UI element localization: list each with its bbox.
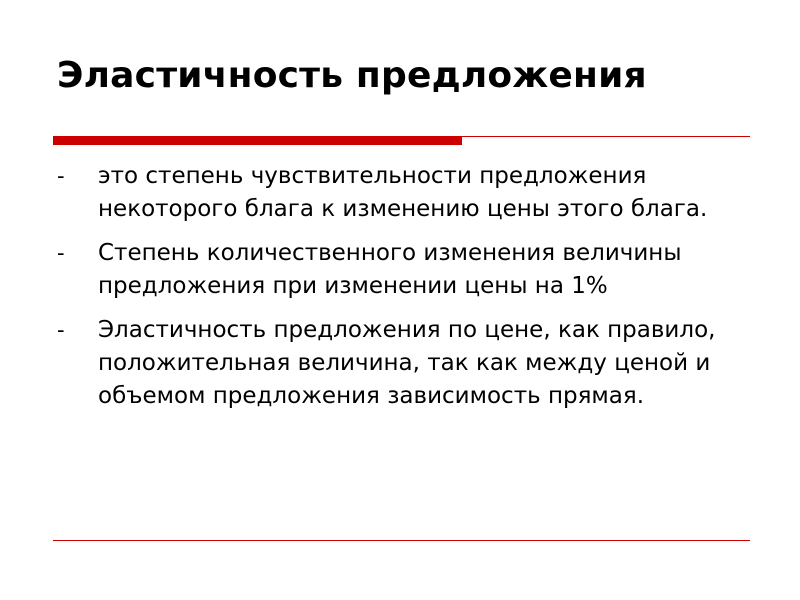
dash-bullet-icon: - <box>57 241 65 265</box>
bullet-text: это степень чувствительности предложения некоторого блага к изменению цены этого блага. <box>98 163 708 222</box>
bullet-text: Степень количественного изменения величины предложения при изменении цены на 1% <box>98 240 682 299</box>
bullet-item <box>55 314 745 413</box>
slide-title: Эластичность предложения <box>57 55 647 96</box>
bullet-list <box>55 160 745 424</box>
dash-bullet-icon: - <box>57 318 65 342</box>
title-divider-thick <box>53 137 462 145</box>
bullet-item <box>55 237 745 303</box>
footer-divider <box>53 540 750 541</box>
dash-bullet-icon: - <box>57 164 65 188</box>
bullet-text: Эластичность предложения по цене, как правило, положительная величина, так как между ценой и объемом предложения зависимость прямая. <box>98 317 716 409</box>
bullet-item <box>55 160 745 226</box>
